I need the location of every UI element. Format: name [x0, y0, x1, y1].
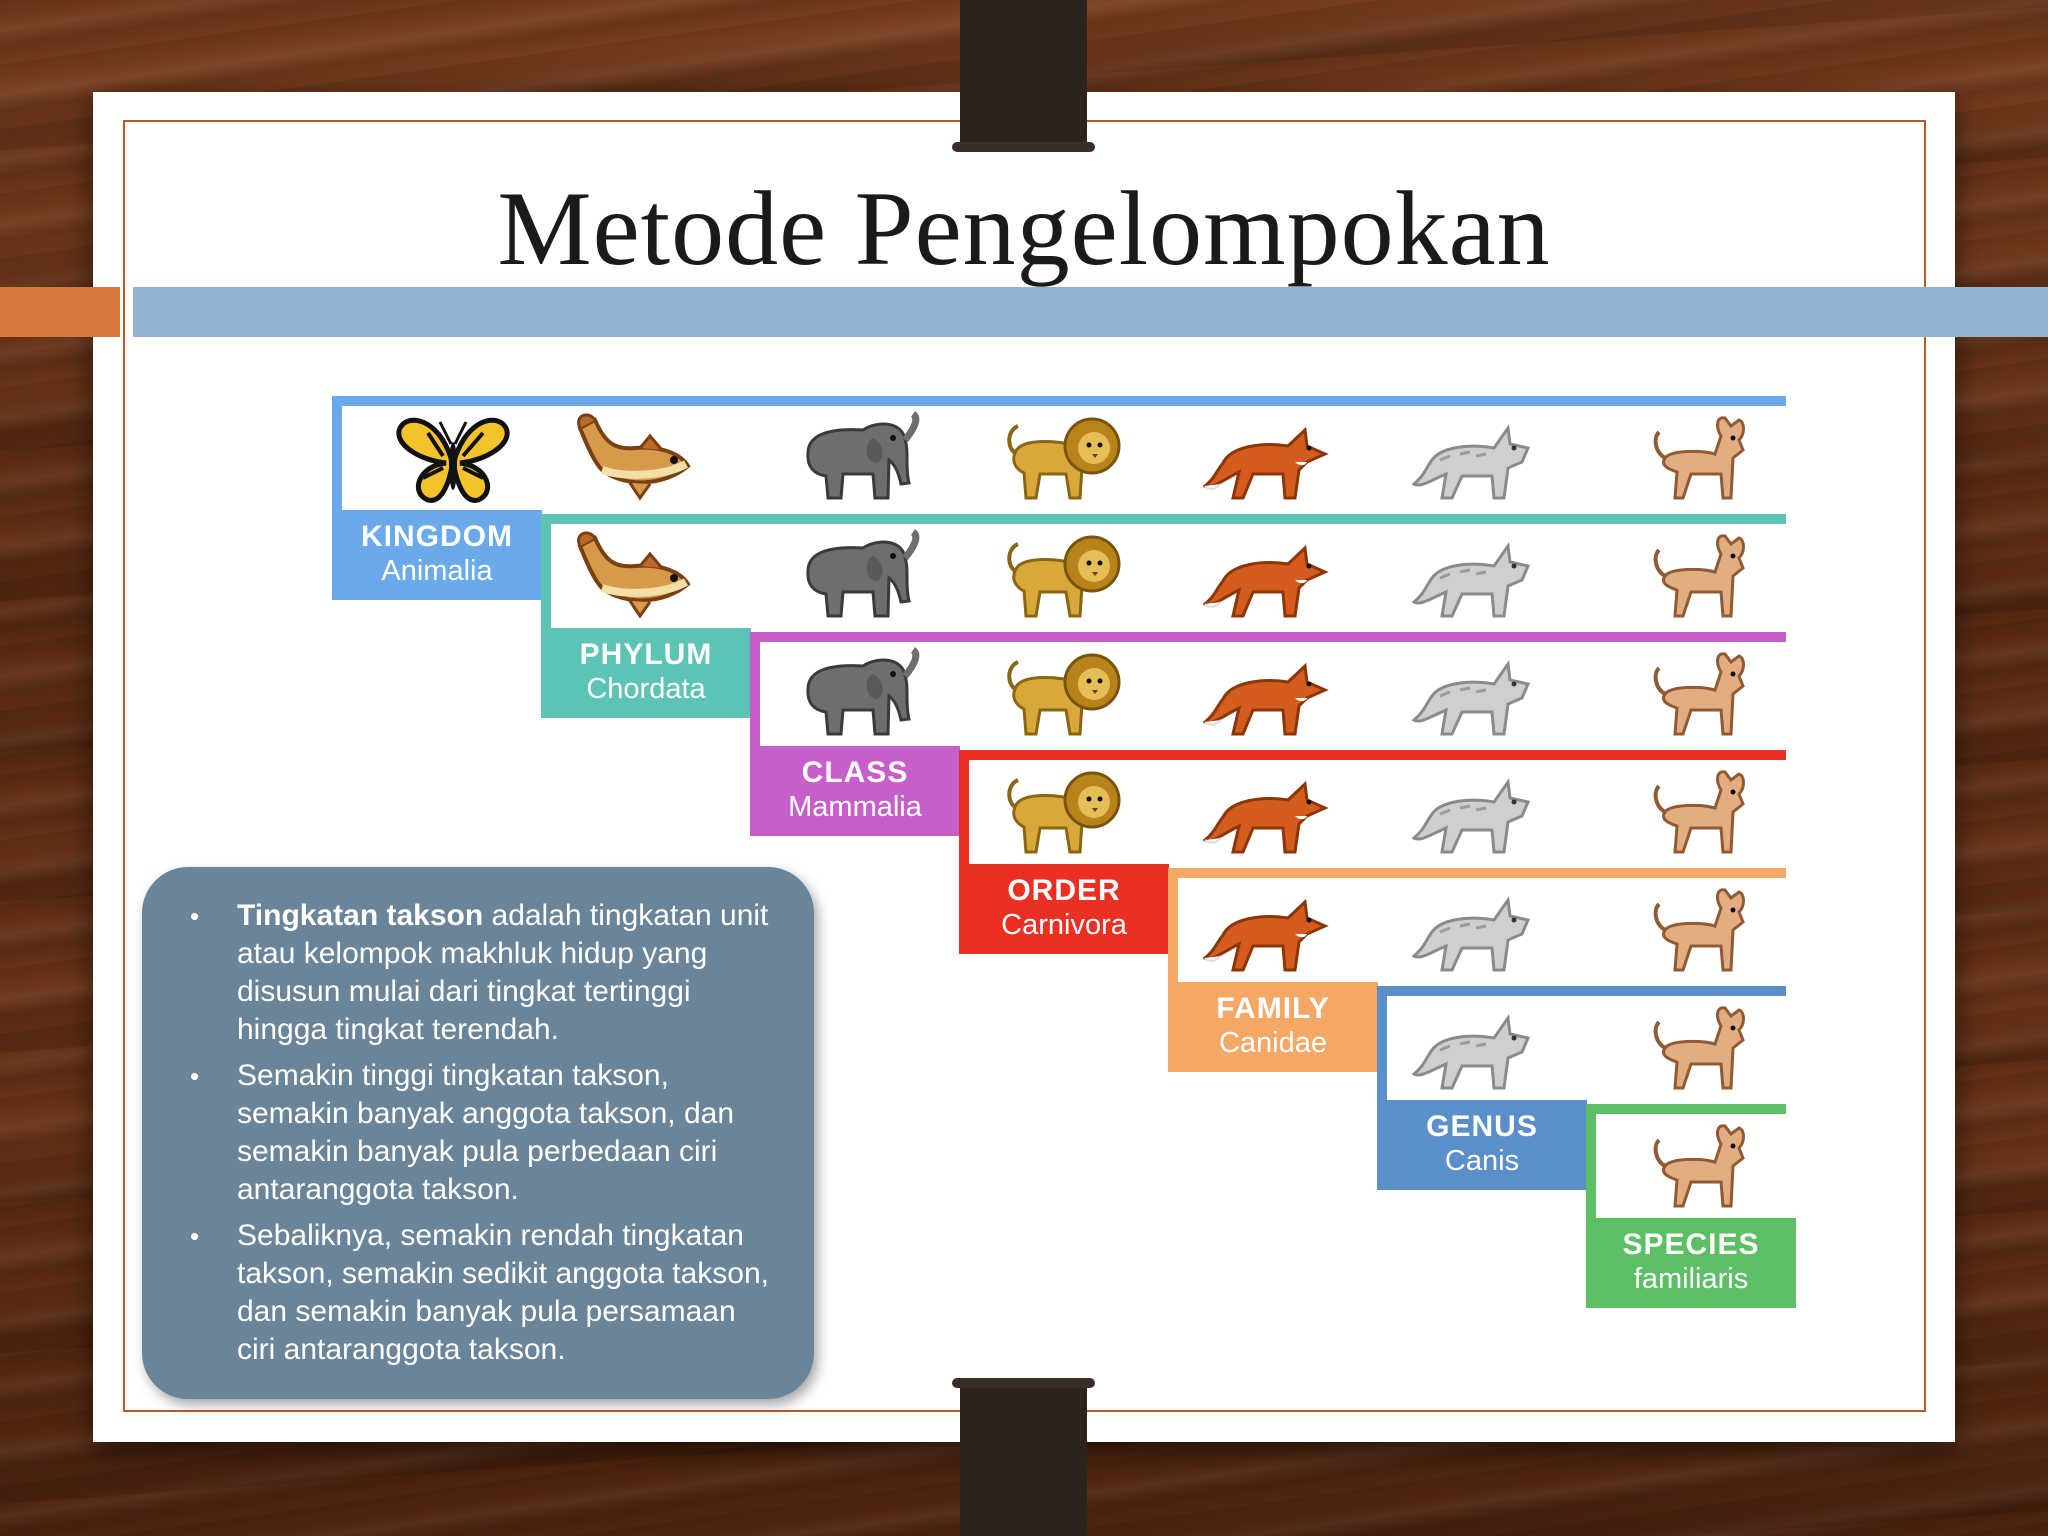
fox-icon [1203, 408, 1333, 508]
slide-title: Metode Pengelompokan [497, 170, 1551, 287]
title-accent-orange [0, 287, 120, 337]
dog-icon [1635, 762, 1765, 862]
wolf-icon [1410, 408, 1540, 508]
fish-icon [570, 408, 700, 508]
info-bullet: • Tingkatan takson adalah tingkatan unit atau kelompok makhluk hidup yang disusun mulai dari tingkat tertinggi hingga tingkat terendah. [190, 899, 769, 1046]
taxon-rank: FAMILY [1216, 992, 1330, 1025]
lion-icon [1000, 644, 1130, 744]
taxon-label-order [959, 864, 1169, 954]
taxon-rank: SPECIES [1622, 1228, 1760, 1261]
elephant-icon [793, 644, 923, 744]
top-clip [960, 0, 1087, 148]
taxon-rank: GENUS [1426, 1110, 1538, 1143]
taxon-name: Carnivora [1001, 909, 1127, 941]
taxon-label-kingdom [332, 510, 542, 600]
title-accent-blue [133, 287, 2048, 337]
lion-icon [1000, 408, 1130, 508]
taxon-rank: ORDER [1007, 874, 1121, 907]
dog-icon [1635, 998, 1765, 1098]
taxon-name: Mammalia [788, 791, 922, 823]
taxon-name: Animalia [381, 555, 493, 587]
fish-icon [570, 526, 700, 626]
fox-icon [1203, 644, 1333, 744]
butterfly-icon [388, 408, 518, 508]
info-box [142, 867, 814, 1399]
taxon-label-class [750, 746, 960, 836]
lion-icon [1000, 762, 1130, 862]
taxon-rank: CLASS [801, 756, 909, 789]
taxon-rank: KINGDOM [361, 520, 513, 553]
wolf-icon [1410, 762, 1540, 862]
dog-icon [1635, 880, 1765, 980]
fox-icon [1203, 762, 1333, 862]
fox-icon [1203, 880, 1333, 980]
taxon-name: Canidae [1218, 1027, 1328, 1059]
taxon-label-phylum [541, 628, 751, 718]
wolf-icon [1410, 880, 1540, 980]
dog-icon [1635, 526, 1765, 626]
info-bullets [182, 897, 774, 1369]
dog-icon [1635, 644, 1765, 744]
elephant-icon [793, 408, 923, 508]
fox-icon [1203, 526, 1333, 626]
wolf-icon [1410, 998, 1540, 1098]
taxon-rank: PHYLUM [579, 638, 713, 671]
taxon-label-genus [1377, 1100, 1587, 1190]
taxon-label-species [1586, 1218, 1796, 1308]
info-bullet: • Sebaliknya, semakin rendah tingkatan takson, semakin sedikit anggota takson, dan semakin banyak pula persamaan ciri antaranggota takson. [190, 1219, 769, 1366]
wolf-icon [1410, 526, 1540, 626]
info-bullet: • Semakin tinggi tingkatan takson, semakin banyak anggota takson, dan semakin banyak pula perbedaan ciri antaranggota takson. [190, 1059, 735, 1206]
wolf-icon [1410, 644, 1540, 744]
taxon-name: familiaris [1633, 1263, 1749, 1295]
taxon-label-family [1168, 982, 1378, 1072]
taxon-name: Chordata [586, 673, 706, 705]
dog-icon [1635, 1116, 1765, 1216]
elephant-icon [793, 526, 923, 626]
dog-icon [1635, 408, 1765, 508]
taxonomy-band-phylum [541, 514, 1786, 628]
bottom-clip [960, 1382, 1087, 1536]
taxon-name: Canis [1444, 1145, 1520, 1177]
lion-icon [1000, 526, 1130, 626]
